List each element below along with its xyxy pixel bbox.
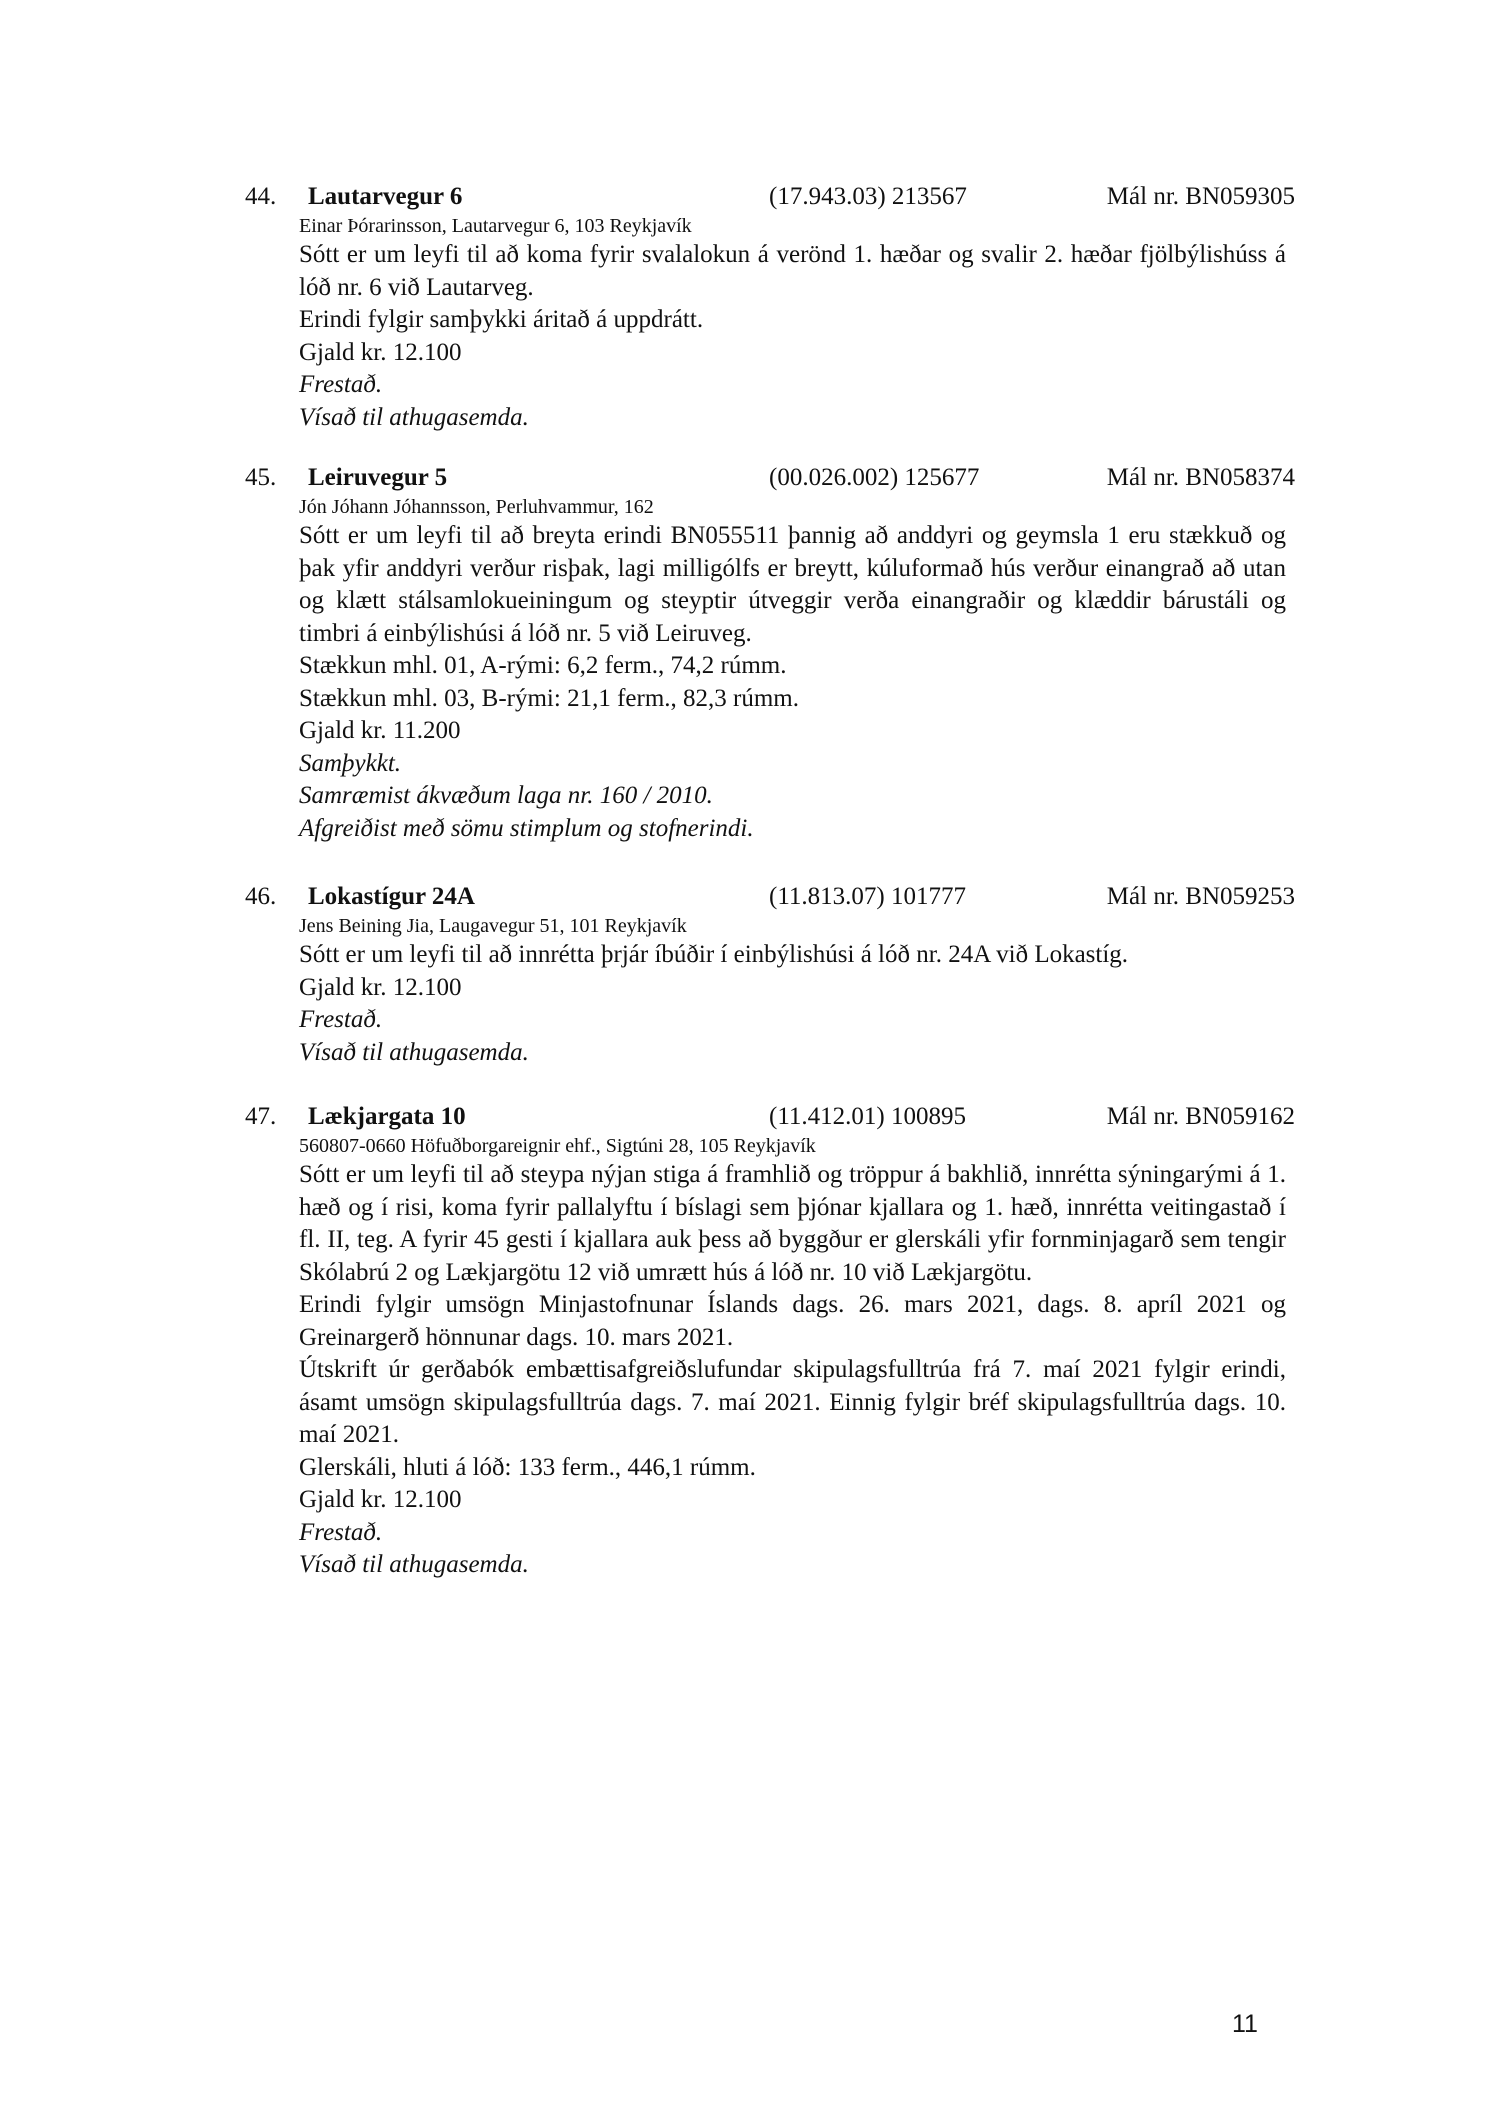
entry-decision: Samþykkt.: [299, 749, 402, 777]
entry-header: [245, 461, 1295, 495]
entry-description: Sótt er um leyfi til að innrétta þrjár íbúðir í einbýlishúsi á lóð nr. 24A við Lokastíg.: [299, 941, 1129, 968]
entry-fee: Gjald kr. 12.100: [299, 1486, 462, 1513]
entry-decision: Frestað.: [299, 1006, 383, 1033]
case-entry-47: [245, 1100, 1295, 1582]
entry-case-number: Mál nr. BN059253: [1106, 883, 1295, 910]
entry-number: 44.: [245, 183, 277, 210]
entry-fee: Gjald kr. 11.200: [299, 717, 461, 744]
entry-case-number: Mál nr. BN058374: [1106, 464, 1295, 491]
entry-description: Sótt er um leyfi til að steypa nýjan stiga á framhlið og tröppur á bakhlið, innrétta sýningarými á 1. hæð og í risi, koma fyrir pallalyftu í bíslagi sem þjónar kjallara og 1. hæð, innrétta veitingastað í fl. II, teg. A fyrir 45 gesti í kjallara auk þess að byggður er glerskáli yfir fornminjagarð sem tengir Skólabrú 2 og Lækjargötu 12 við umrætt hús á lóð nr. 10 við Lækjargötu.: [299, 1161, 1286, 1286]
entry-title: Leiruvegur 5: [308, 464, 448, 491]
entry-reference: (00.026.002) 125677: [769, 464, 980, 491]
entry-applicant: Einar Þórarinsson, Lautarvegur 6, 103 Reykjavík: [299, 215, 692, 237]
entry-attachment-note: Erindi fylgir umsögn Minjastofnunar Íslands dags. 26. mars 2021, dags. 8. apríl 2021 og Greinargerð hönnunar dags. 10. mars 2021.: [299, 1291, 1286, 1351]
entry-note: Stækkun mhl. 03, B-rými: 21,1 ferm., 82,3 rúmm.: [299, 684, 799, 712]
entry-applicant: 560807-0660 Höfuðborgareignir ehf., Sigtúni 28, 105 Reykjavík: [299, 1135, 816, 1157]
entry-applicant: Jens Beining Jia, Laugavegur 51, 101 Reykjavík: [299, 915, 687, 937]
entry-fee: Gjald kr. 12.100: [299, 973, 462, 1001]
entry-reference: (11.412.01) 100895: [769, 1103, 966, 1130]
entry-description: Sótt er um leyfi til að koma fyrir svalalokun á verönd 1. hæðar og svalir 2. hæðar fjölbýlishúss á lóð nr. 6 við Lautarveg.: [299, 241, 1286, 301]
entry-note: Stækkun mhl. 01, A-rými: 6,2 ferm., 74,2 rúmm.: [299, 652, 787, 679]
entry-header: [245, 880, 1295, 914]
entry-decision: Samræmist ákvæðum laga nr. 160 / 2010.: [299, 782, 713, 809]
entry-decision: Frestað.: [299, 371, 383, 398]
entry-title: Lokastígur 24A: [308, 883, 475, 910]
entry-description: Sótt er um leyfi til að breyta erindi BN055511 þannig að anddyri og geymsla 1 eru stækkuð og þak yfir anddyri verður risþak, lagi milligólfs er breytt, kúluformað hús verður einangrað að utan og klætt stálsamlokueiningum og steyptir útveggir verða einangraðir og klæddir bárustáli og timbri á einbýlishúsi á lóð nr. 5 við Leiruveg.: [299, 522, 1286, 647]
entry-header: [245, 180, 1295, 214]
entry-fee: Gjald kr. 12.100: [299, 338, 462, 366]
entry-applicant: Jón Jóhann Jóhannsson, Perluhvammur, 162: [299, 496, 654, 518]
case-entry-45: [245, 461, 1295, 845]
entry-reference: (11.813.07) 101777: [769, 883, 966, 910]
entry-note: Glerskáli, hluti á lóð: 133 ferm., 446,1 rúmm.: [299, 1453, 756, 1481]
case-entry-46: [245, 880, 1295, 1069]
entry-number: 45.: [245, 464, 277, 491]
entry-reference: (17.943.03) 213567: [769, 183, 967, 210]
entry-case-number: Mál nr. BN059162: [1106, 1103, 1295, 1130]
entry-decision: Vísað til athugasemda.: [299, 1551, 529, 1578]
entry-case-number: Mál nr. BN059305: [1106, 183, 1295, 210]
entry-title: Lækjargata 10: [308, 1103, 466, 1130]
entry-decision: Afgreiðist með sömu stimplum og stofnerindi.: [299, 814, 754, 842]
entry-decision: Vísað til athugasemda.: [299, 403, 529, 431]
entry-decision: Frestað.: [299, 1518, 383, 1546]
entry-note: Erindi fylgir samþykki áritað á uppdrátt.: [299, 306, 704, 333]
entry-number: 46.: [245, 883, 277, 910]
page-number: 11: [1232, 2010, 1258, 2038]
entry-number: 47.: [245, 1103, 277, 1130]
entry-decision: Vísað til athugasemda.: [299, 1038, 529, 1066]
case-entry-44: [245, 180, 1295, 434]
entry-header: [245, 1100, 1295, 1134]
entry-minutes-note: Útskrift úr gerðabók embættisafgreiðslufundar skipulagsfulltrúa frá 7. maí 2021 fylgir erindi, ásamt umsögn skipulagsfulltrúa dags. 7. maí 2021. Einnig fylgir bréf skipulagsfulltrúa dags. 10. maí 2021.: [299, 1356, 1286, 1448]
entry-title: Lautarvegur 6: [308, 183, 463, 210]
